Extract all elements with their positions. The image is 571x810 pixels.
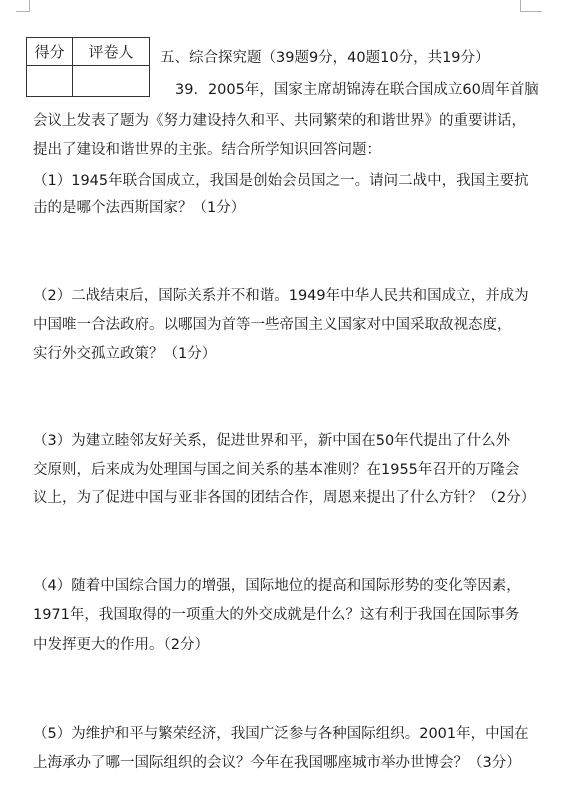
sub1-line-1: （1）1945年联合国成立，我国是创始会员国之一。请问二战中，我国主要抗 — [33, 173, 529, 189]
sub3-line-1: （3）为建立睦邻友好关系，促进世界和平，新中国在50年代提出了什么外 — [33, 433, 511, 449]
grader-cell — [73, 66, 150, 97]
score-table — [26, 37, 150, 97]
grader-label: 评卷人 — [73, 38, 150, 66]
sub4-line-2: 1971年，我国取得的一项重大的外交成就是什么？这有利于我国在国际事务 — [33, 607, 520, 623]
sub4-line-1: （4）随着中国综合国力的增强，国际地位的提高和国际形势的变化等因素， — [33, 578, 521, 594]
sub4-line-3: 中发挥更大的作用。（2分） — [33, 637, 209, 653]
q39-intro-line-2: 会议上发表了题为《努力建设持久和平、共同繁荣的和谐世界》的重要讲话， — [33, 113, 526, 129]
sub3-line-3: 议上，为了促进中国与亚非各国的团结合作，周恩来提出了什么方针？（2分） — [33, 490, 536, 506]
score-cell — [27, 66, 73, 97]
crop-mark-right-horizontal — [520, 11, 542, 12]
sub5-line-1: （5）为维护和平与繁荣经济，我国广泛参与各种国际组织。2001年，中国在 — [33, 726, 529, 742]
sub3-line-2: 交原则，后来成为处理国与国之间关系的基本准则？在1955年召开的万隆会 — [33, 462, 520, 478]
sub2-line-3: 实行外交孤立政策？（1分） — [33, 346, 217, 362]
section-title: 五、综合探究题（39题9分，40题10分，共19分） — [160, 50, 490, 66]
q39-intro-line-3: 提出了建设和谐世界的主张。结合所学知识回答问题： — [33, 142, 381, 158]
sub1-line-2: 击的是哪个法西斯国家？（1分） — [33, 200, 246, 216]
sub2-line-1: （2）二战结束后，国际关系并不和谐。1949年中华人民共和国成立，并成为 — [33, 288, 529, 304]
crop-mark-left-horizontal — [16, 11, 30, 12]
q39-intro-line-1: 39．2005年，国家主席胡锦涛在联合国成立60周年首脑 — [175, 82, 539, 98]
score-label: 得分 — [27, 38, 73, 66]
sub2-line-2: 中国唯一合法政府。以哪国为首等一些帝国主义国家对中国采取敌视态度， — [33, 317, 512, 333]
sub5-line-2: 上海承办了哪一国际组织的会议？今年在我国哪座城市举办世博会？（3分） — [33, 755, 521, 771]
